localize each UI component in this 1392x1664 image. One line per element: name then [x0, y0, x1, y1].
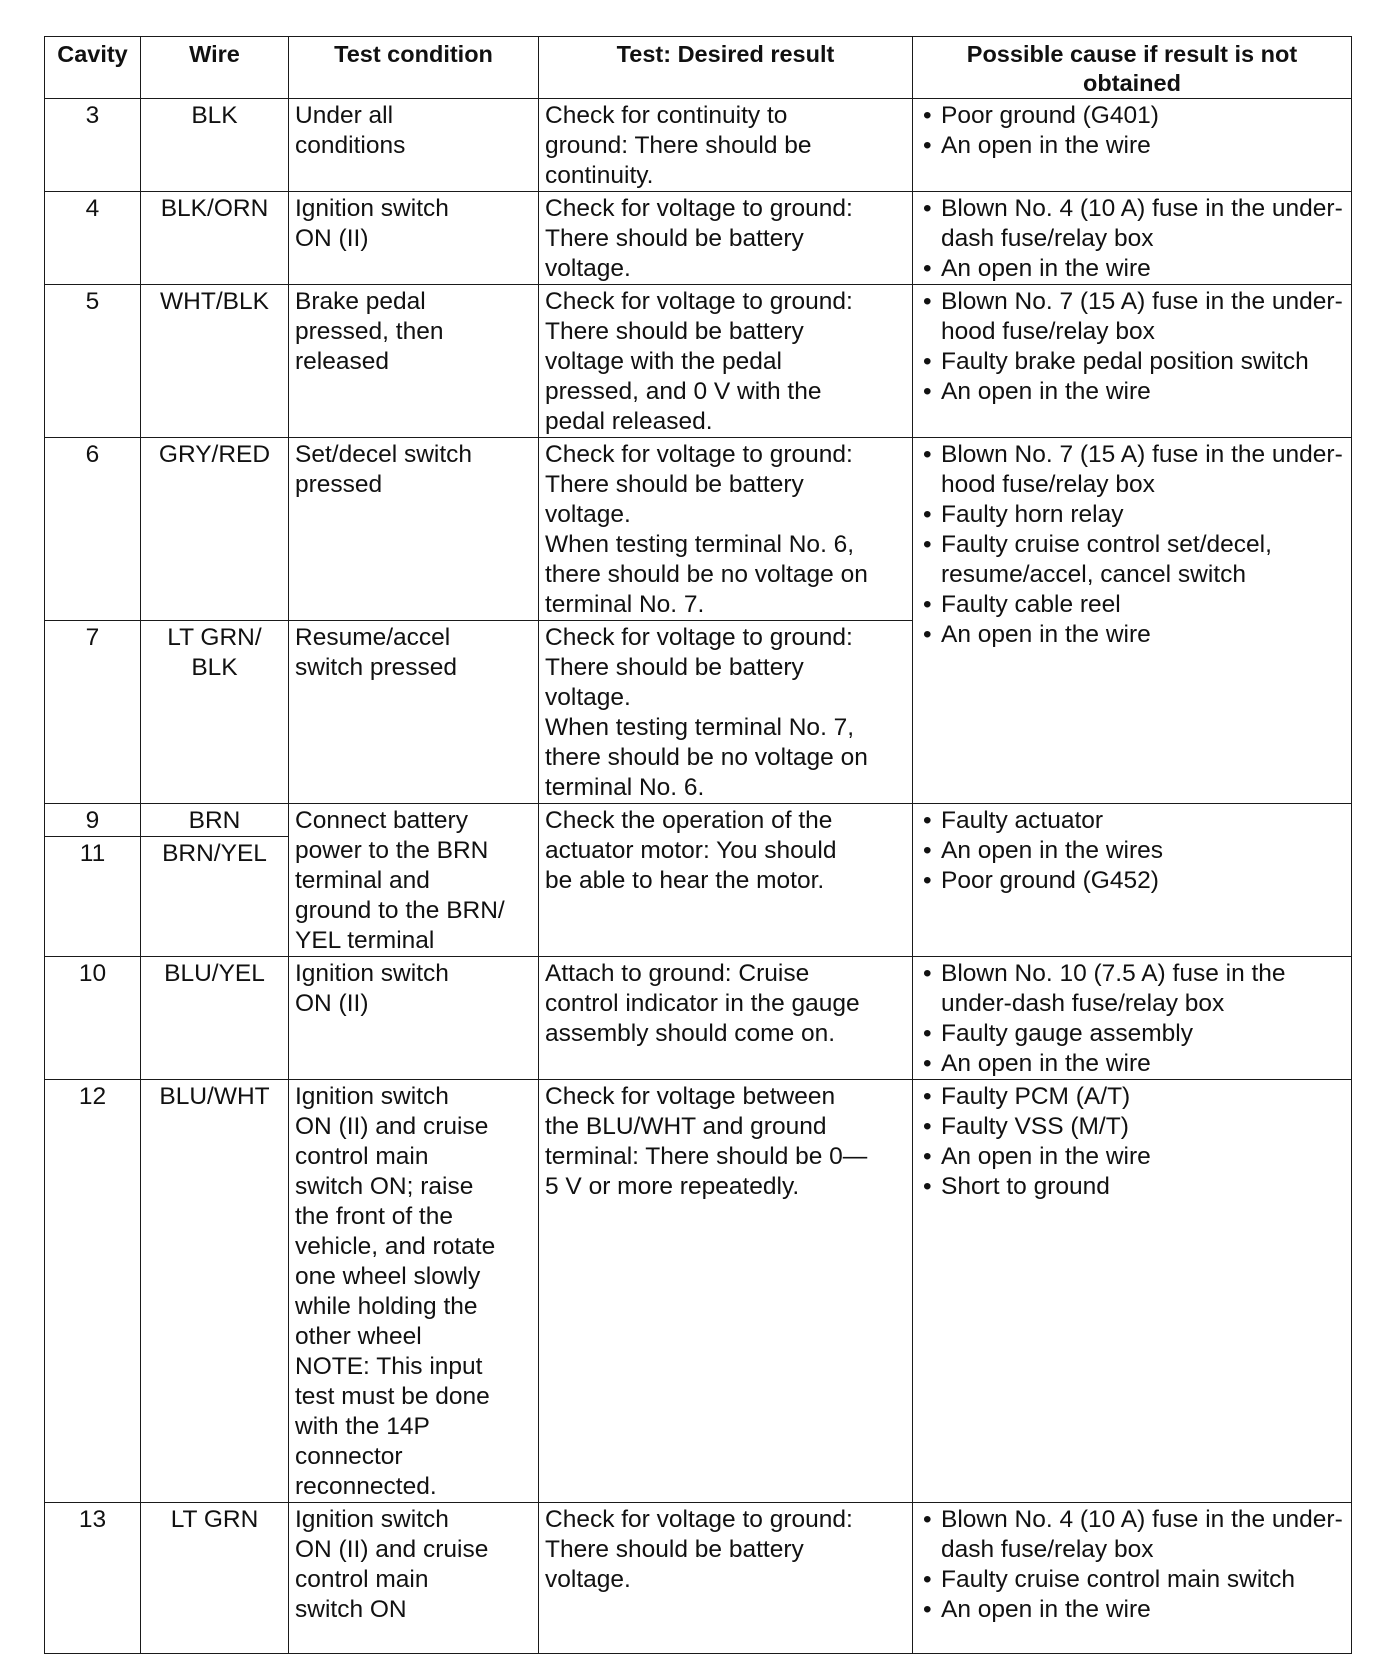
- result-line: Check for voltage between: [545, 1083, 836, 1110]
- result-line: There should be battery: [545, 318, 804, 345]
- header-wire: Wire: [141, 37, 289, 99]
- result-line: Check for voltage to ground:: [545, 288, 853, 315]
- wire-line: LT GRN/: [167, 624, 262, 651]
- result-line: terminal No. 7.: [545, 591, 705, 618]
- condition-line: Ignition switch: [295, 1506, 449, 1533]
- result-line: voltage.: [545, 501, 631, 528]
- condition-line: ON (II) and cruise: [295, 1536, 489, 1563]
- result-line: control indicator in the gauge: [545, 990, 860, 1017]
- table-row: [45, 192, 1352, 285]
- condition-line: one wheel slowly: [295, 1263, 481, 1290]
- result-line: voltage.: [545, 1566, 631, 1593]
- cavity-cell: 6: [45, 438, 141, 621]
- condition-line: Ignition switch: [295, 1083, 449, 1110]
- result-line: Check for continuity to: [545, 102, 788, 129]
- cavity-cell: 7: [45, 621, 141, 804]
- result-line: voltage.: [545, 684, 631, 711]
- condition-line: switch ON; raise: [295, 1173, 474, 1200]
- result-line: When testing terminal No. 7,: [545, 714, 855, 741]
- condition-line: the front of the: [295, 1203, 453, 1230]
- result-cell: [539, 621, 913, 804]
- condition-line: power to the BRN: [295, 837, 489, 864]
- condition-cell: [289, 1080, 539, 1503]
- cause-item: • An open in the wire: [919, 131, 1345, 161]
- condition-cell: [289, 804, 539, 957]
- table-row: [45, 285, 1352, 438]
- cavity-cell: 3: [45, 99, 141, 192]
- result-cell: [539, 99, 913, 192]
- cause-item: • Blown No. 7 (15 A) fuse in the under-hood fuse/relay box: [919, 287, 1345, 347]
- cause-cell: [913, 99, 1352, 192]
- cavity-cell: 9: [45, 804, 141, 837]
- result-line: Check for voltage to ground:: [545, 441, 853, 468]
- result-line: terminal: There should be 0—: [545, 1143, 868, 1170]
- cause-item: • Blown No. 4 (10 A) fuse in the under-dash fuse/relay box: [919, 194, 1345, 254]
- result-line: ground: There should be: [545, 132, 812, 159]
- result-line: Check the operation of the: [545, 807, 833, 834]
- condition-line: switch ON: [295, 1596, 407, 1623]
- cause-item: • Faulty cruise control set/decel, resume/accel, cancel switch: [919, 530, 1345, 590]
- header-test-condition: Test condition: [289, 37, 539, 99]
- cause-cell: [913, 957, 1352, 1080]
- cause-item: • An open in the wire: [919, 1049, 1345, 1079]
- result-line: There should be battery: [545, 654, 804, 681]
- cause-item: • Faulty gauge assembly: [919, 1019, 1345, 1049]
- condition-cell: [289, 192, 539, 285]
- cause-item: • Poor ground (G401): [919, 101, 1345, 131]
- condition-line: with the 14P: [295, 1413, 430, 1440]
- cavity-cell: 13: [45, 1503, 141, 1654]
- condition-line: Set/decel switch: [295, 441, 473, 468]
- condition-line: pressed: [295, 471, 383, 498]
- result-line: Check for voltage to ground:: [545, 1506, 853, 1533]
- header-possible-cause: Possible cause if result is not obtained: [913, 37, 1352, 99]
- condition-line: Connect battery: [295, 807, 468, 834]
- result-line: there should be no voltage on: [545, 561, 868, 588]
- condition-line: other wheel: [295, 1323, 422, 1350]
- condition-line: test must be done: [295, 1383, 490, 1410]
- condition-line: control main: [295, 1566, 429, 1593]
- table-row: [45, 1080, 1352, 1503]
- result-cell: [539, 1503, 913, 1654]
- condition-cell: [289, 438, 539, 621]
- wire-cell: BRN/YEL: [141, 837, 289, 957]
- cause-item: • Blown No. 4 (10 A) fuse in the under-dash fuse/relay box: [919, 1505, 1345, 1565]
- condition-cell: [289, 99, 539, 192]
- wire-line: BLK: [191, 654, 238, 681]
- cause-cell: [913, 1503, 1352, 1654]
- result-cell: [539, 438, 913, 621]
- condition-line: ON (II) and cruise: [295, 1113, 489, 1140]
- result-line: pedal released.: [545, 408, 713, 435]
- condition-line: pressed, then: [295, 318, 444, 345]
- cause-item: • Poor ground (G452): [919, 866, 1345, 896]
- cavity-cell: 5: [45, 285, 141, 438]
- wire-cell: BLU/YEL: [141, 957, 289, 1080]
- cause-cell: [913, 192, 1352, 285]
- cavity-cell: 4: [45, 192, 141, 285]
- header-test-result: Test: Desired result: [539, 37, 913, 99]
- cause-cell: [913, 1080, 1352, 1503]
- condition-line: YEL terminal: [295, 927, 435, 954]
- result-line: actuator motor: You should: [545, 837, 837, 864]
- wire-cell: GRY/RED: [141, 438, 289, 621]
- result-cell: [539, 285, 913, 438]
- result-line: voltage.: [545, 255, 631, 282]
- result-cell: [539, 804, 913, 957]
- result-line: Check for voltage to ground:: [545, 195, 853, 222]
- condition-cell: [289, 285, 539, 438]
- condition-line: control main: [295, 1143, 429, 1170]
- cause-item: • Blown No. 10 (7.5 A) fuse in the under-dash fuse/relay box: [919, 959, 1345, 1019]
- cause-item: • Faulty horn relay: [919, 500, 1345, 530]
- condition-line: ON (II): [295, 990, 369, 1017]
- cause-item: • An open in the wire: [919, 254, 1345, 284]
- wire-cell: [141, 621, 289, 804]
- cause-item: • An open in the wire: [919, 377, 1345, 407]
- condition-cell: [289, 1503, 539, 1654]
- condition-line: vehicle, and rotate: [295, 1233, 496, 1260]
- result-line: the BLU/WHT and ground: [545, 1113, 827, 1140]
- cause-item: • Faulty brake pedal position switch: [919, 347, 1345, 377]
- cause-item: • Faulty PCM (A/T): [919, 1082, 1345, 1112]
- wire-cell: BLK/ORN: [141, 192, 289, 285]
- condition-cell: [289, 957, 539, 1080]
- cause-item: • An open in the wires: [919, 836, 1345, 866]
- condition-line: switch pressed: [295, 654, 458, 681]
- condition-line: Brake pedal: [295, 288, 426, 315]
- result-line: Check for voltage to ground:: [545, 624, 853, 651]
- result-line: There should be battery: [545, 1536, 804, 1563]
- result-line: There should be battery: [545, 471, 804, 498]
- condition-cell: [289, 621, 539, 804]
- result-cell: [539, 957, 913, 1080]
- cavity-cell: 12: [45, 1080, 141, 1503]
- cause-item: • Short to ground: [919, 1172, 1345, 1202]
- condition-line: NOTE: This input: [295, 1353, 483, 1380]
- wire-cell: WHT/BLK: [141, 285, 289, 438]
- condition-line: reconnected.: [295, 1473, 437, 1500]
- wire-cell: BRN: [141, 804, 289, 837]
- condition-line: terminal and: [295, 867, 430, 894]
- result-line: voltage with the pedal: [545, 348, 782, 375]
- table-row: [45, 957, 1352, 1080]
- cause-item: • Blown No. 7 (15 A) fuse in the under-hood fuse/relay box: [919, 440, 1345, 500]
- table-row: [45, 438, 1352, 621]
- cause-item: • Faulty VSS (M/T): [919, 1112, 1345, 1142]
- condition-line: conditions: [295, 132, 406, 159]
- result-line: continuity.: [545, 162, 654, 189]
- condition-line: Ignition switch: [295, 195, 449, 222]
- table-row: [45, 1503, 1352, 1654]
- result-line: 5 V or more repeatedly.: [545, 1173, 800, 1200]
- result-line: assembly should come on.: [545, 1020, 836, 1047]
- cavity-cell: 11: [45, 837, 141, 957]
- result-line: there should be no voltage on: [545, 744, 868, 771]
- result-cell: [539, 1080, 913, 1503]
- connector-test-table: [44, 36, 1352, 1654]
- table-row: [45, 804, 1352, 837]
- result-cell: [539, 192, 913, 285]
- cause-item: • An open in the wire: [919, 620, 1345, 650]
- wire-cell: BLU/WHT: [141, 1080, 289, 1503]
- header-cavity: Cavity: [45, 37, 141, 99]
- cause-cell: [913, 285, 1352, 438]
- condition-line: Ignition switch: [295, 960, 449, 987]
- result-line: Attach to ground: Cruise: [545, 960, 810, 987]
- wire-cell: BLK: [141, 99, 289, 192]
- cause-item: • Faulty cable reel: [919, 590, 1345, 620]
- cause-cell: [913, 438, 1352, 804]
- result-line: be able to hear the motor.: [545, 867, 825, 894]
- condition-line: ground to the BRN/: [295, 897, 505, 924]
- cause-item: • An open in the wire: [919, 1142, 1345, 1172]
- condition-line: Resume/accel: [295, 624, 451, 651]
- cause-item: • An open in the wire: [919, 1595, 1345, 1625]
- result-line: There should be battery: [545, 225, 804, 252]
- condition-line: ON (II): [295, 225, 369, 252]
- result-line: pressed, and 0 V with the: [545, 378, 822, 405]
- header-row: [45, 37, 1352, 99]
- cause-item: • Faulty actuator: [919, 806, 1345, 836]
- cause-cell: [913, 804, 1352, 957]
- cavity-cell: 10: [45, 957, 141, 1080]
- result-line: When testing terminal No. 6,: [545, 531, 855, 558]
- condition-line: released: [295, 348, 389, 375]
- cause-item: • Faulty cruise control main switch: [919, 1565, 1345, 1595]
- table-row: [45, 99, 1352, 192]
- condition-line: Under all: [295, 102, 394, 129]
- wire-cell: LT GRN: [141, 1503, 289, 1654]
- condition-line: connector: [295, 1443, 403, 1470]
- condition-line: while holding the: [295, 1293, 478, 1320]
- result-line: terminal No. 6.: [545, 774, 705, 801]
